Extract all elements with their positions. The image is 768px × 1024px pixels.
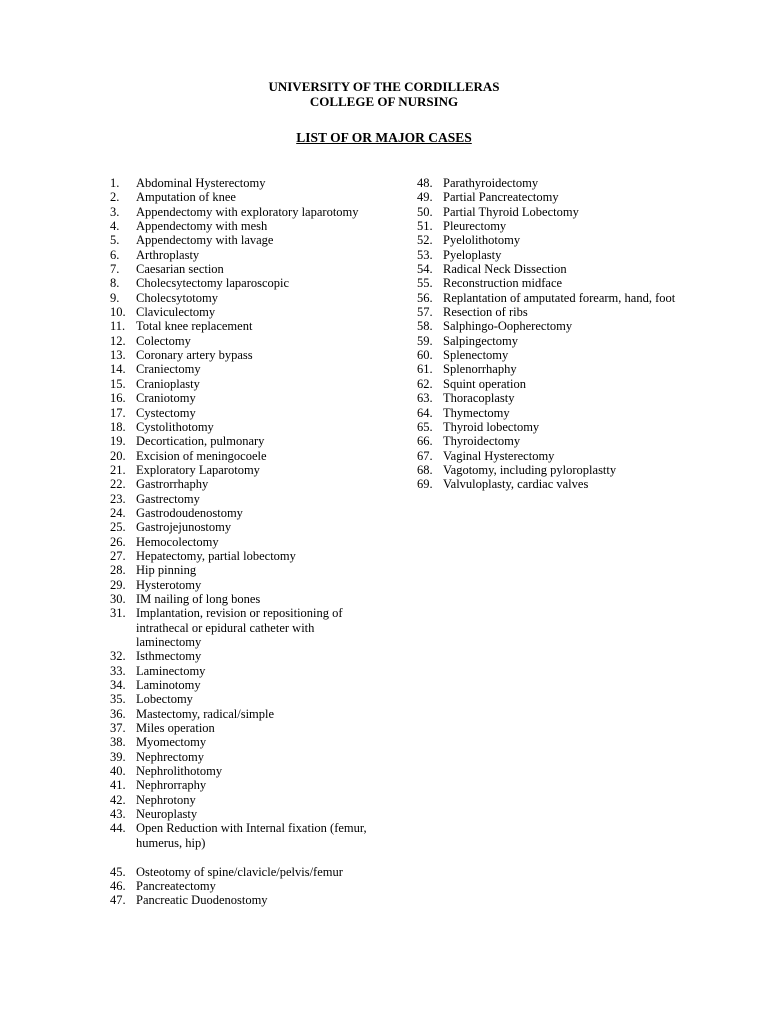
list-item <box>110 262 375 276</box>
item-number: 26. <box>110 534 126 549</box>
item-number: 54. <box>417 262 433 277</box>
item-text: Cholecsytotomy <box>136 290 218 305</box>
list-item <box>417 291 687 305</box>
list-item <box>110 649 375 663</box>
item-text: Appendectomy with mesh <box>136 219 268 234</box>
list-item <box>417 262 687 276</box>
document-title: LIST OF OR MAJOR CASES <box>296 130 472 145</box>
list-item <box>110 692 375 706</box>
item-text: Appendectomy with exploratory laparotomy <box>136 204 359 219</box>
item-number: 37. <box>110 721 126 736</box>
item-text: Valvuloplasty, cardiac valves <box>443 477 589 492</box>
list-item <box>417 348 687 362</box>
list-item <box>417 334 687 348</box>
item-text: Osteotomy of spine/clavicle/pelvis/femur <box>136 864 343 879</box>
item-text: Thyroidectomy <box>443 434 521 449</box>
item-number: 43. <box>110 807 126 822</box>
item-number: 33. <box>110 663 126 678</box>
list-item <box>110 549 375 563</box>
item-number: 32. <box>110 649 126 664</box>
list-item <box>110 219 375 233</box>
list-item <box>417 391 687 405</box>
item-text: Gastrojejunostomy <box>136 520 232 535</box>
list-item <box>110 477 375 491</box>
item-text: Hip pinning <box>136 563 197 578</box>
list-item <box>110 291 375 305</box>
item-number: 64. <box>417 405 433 420</box>
item-number: 14. <box>110 362 126 377</box>
list-item <box>110 420 375 434</box>
item-text: Neuroplasty <box>136 807 198 822</box>
list-item <box>417 463 687 477</box>
item-number: 56. <box>417 290 433 305</box>
item-text: Pancreatectomy <box>136 878 216 893</box>
item-number: 55. <box>417 276 433 291</box>
item-number: 23. <box>110 491 126 506</box>
list-item <box>417 276 687 290</box>
item-text: Squint operation <box>443 376 526 391</box>
list-item <box>110 492 375 506</box>
list-item <box>110 334 375 348</box>
item-text: Partial Thyroid Lobectomy <box>443 204 579 219</box>
item-text: Splenorrhaphy <box>443 362 517 377</box>
list-item <box>110 893 375 907</box>
item-text: Myomectomy <box>136 735 207 750</box>
list-item <box>110 434 375 448</box>
list-item <box>110 463 375 477</box>
item-text: Decortication, pulmonary <box>136 434 265 449</box>
list-item <box>110 276 375 290</box>
item-number: 1. <box>110 176 120 190</box>
college-name: COLLEGE OF NURSING <box>309 93 459 109</box>
item-text: Coronary artery bypass <box>136 348 253 363</box>
list-item <box>417 219 687 233</box>
item-text: Cranioplasty <box>136 376 200 391</box>
item-number: 50. <box>417 204 433 219</box>
list-item <box>417 176 687 190</box>
list-item <box>110 606 375 649</box>
item-number: 51. <box>417 219 433 234</box>
item-number: 40. <box>110 764 126 779</box>
item-text: Craniectomy <box>136 362 201 377</box>
item-text: Excision of meningocoele <box>136 448 267 463</box>
item-number: 2. <box>110 190 120 205</box>
list-item <box>110 764 375 778</box>
item-text: Pleurectomy <box>443 219 507 234</box>
item-number: 58. <box>417 319 433 334</box>
item-number: 10. <box>110 305 126 320</box>
list-item <box>110 305 375 319</box>
item-text: Open Reduction with Internal fixation (femur, humerus, hip) <box>136 821 367 850</box>
item-text: Salphingo-Oopherectomy <box>443 319 573 334</box>
item-text: Nephrolithotomy <box>136 764 223 779</box>
list-item <box>110 391 375 405</box>
item-text: Hysterotomy <box>136 577 202 592</box>
item-number: 49. <box>417 190 433 205</box>
item-text: Splenectomy <box>443 348 509 363</box>
item-number: 31. <box>110 606 126 621</box>
list-item <box>417 205 687 219</box>
university-name: UNIVERSITY OF THE CORDILLERAS <box>268 79 500 94</box>
item-number: 27. <box>110 548 126 563</box>
item-text: Cholecsytectomy laparoscopic <box>136 276 290 291</box>
item-number: 7. <box>110 262 120 277</box>
item-text: Mastectomy, radical/simple <box>136 706 275 721</box>
item-text: Implantation, revision or repositioning of intrathecal or epidural catheter with laminectomy <box>136 606 343 649</box>
list-item <box>417 420 687 434</box>
item-number: 28. <box>110 563 126 578</box>
item-text: Exploratory Laparotomy <box>136 462 260 477</box>
item-text: Amputation of knee <box>136 190 236 205</box>
list-item <box>110 449 375 463</box>
item-text: Parathyroidectomy <box>443 176 539 190</box>
item-number: 59. <box>417 333 433 348</box>
item-text: Pancreatic Duodenostomy <box>136 893 268 908</box>
item-text: Nephrotony <box>136 792 196 807</box>
list-item <box>110 377 375 391</box>
list-item <box>110 735 375 749</box>
item-number: 6. <box>110 247 120 262</box>
item-number: 67. <box>417 448 433 463</box>
item-number: 17. <box>110 405 126 420</box>
list-item <box>110 721 375 735</box>
item-number: 57. <box>417 305 433 320</box>
item-text: Thoracoplasty <box>443 391 515 406</box>
item-text: Replantation of amputated forearm, hand, foot <box>443 290 676 305</box>
list-item <box>110 664 375 678</box>
item-number: 34. <box>110 678 126 693</box>
item-text: Vaginal Hysterectomy <box>443 448 555 463</box>
item-number: 4. <box>110 219 120 234</box>
list-item <box>110 176 375 190</box>
item-text: Appendectomy with lavage <box>136 233 274 248</box>
list-item <box>417 233 687 247</box>
item-number: 44. <box>110 821 126 836</box>
item-number: 63. <box>417 391 433 406</box>
item-number: 41. <box>110 778 126 793</box>
item-text: Hemocolectomy <box>136 534 219 549</box>
list-item <box>417 477 687 491</box>
item-number: 48. <box>417 176 433 190</box>
list-item <box>417 406 687 420</box>
item-number: 18. <box>110 419 126 434</box>
item-text: Thymectomy <box>443 405 510 420</box>
item-number: 38. <box>110 735 126 750</box>
item-number: 69. <box>417 477 433 492</box>
item-text: Radical Neck Dissection <box>443 262 567 277</box>
item-number: 68. <box>417 462 433 477</box>
item-number: 25. <box>110 520 126 535</box>
item-number: 61. <box>417 362 433 377</box>
item-text: Abdominal Hysterectomy <box>136 176 266 190</box>
list-item <box>417 377 687 391</box>
list-item <box>110 520 375 534</box>
item-number: 8. <box>110 276 120 291</box>
item-text: Claviculectomy <box>136 305 216 320</box>
list-item <box>110 592 375 606</box>
item-number: 24. <box>110 505 126 520</box>
list-item <box>110 778 375 792</box>
left-case-list <box>110 176 375 908</box>
item-number: 20. <box>110 448 126 463</box>
item-number: 35. <box>110 692 126 707</box>
item-text: Nephrorraphy <box>136 778 207 793</box>
item-text: Cystectomy <box>136 405 196 420</box>
list-item <box>110 205 375 219</box>
item-text: Laminotomy <box>136 678 201 693</box>
document-header <box>0 80 768 109</box>
item-text: Vagotomy, including pyloroplastty <box>443 462 617 477</box>
item-number: 47. <box>110 893 126 908</box>
list-item <box>110 233 375 247</box>
list-item <box>110 707 375 721</box>
list-item <box>417 190 687 204</box>
item-text: Reconstruction midface <box>443 276 563 291</box>
list-item <box>110 348 375 362</box>
item-text: Arthroplasty <box>136 247 200 262</box>
list-item <box>110 190 375 204</box>
list-item <box>110 535 375 549</box>
item-number: 9. <box>110 290 120 305</box>
item-text: Isthmectomy <box>136 649 202 664</box>
item-text: Pyelolithotomy <box>443 233 521 248</box>
item-number: 19. <box>110 434 126 449</box>
item-text: Partial Pancreatectomy <box>443 190 559 205</box>
item-number: 13. <box>110 348 126 363</box>
list-item <box>110 865 375 879</box>
item-text: Nephrectomy <box>136 749 205 764</box>
list-item <box>417 248 687 262</box>
item-text: Miles operation <box>136 721 215 736</box>
item-number: 66. <box>417 434 433 449</box>
list-item <box>110 793 375 807</box>
list-item <box>417 362 687 376</box>
item-number: 60. <box>417 348 433 363</box>
item-number: 62. <box>417 376 433 391</box>
list-item <box>110 319 375 333</box>
item-number: 21. <box>110 462 126 477</box>
item-text: Pyeloplasty <box>443 247 502 262</box>
item-text: Laminectomy <box>136 663 206 678</box>
item-number: 39. <box>110 749 126 764</box>
item-text: Caesarian section <box>136 262 224 277</box>
list-item <box>110 578 375 592</box>
item-number: 22. <box>110 477 126 492</box>
item-text: Cystolithotomy <box>136 419 214 434</box>
item-text: Thyroid lobectomy <box>443 419 540 434</box>
list-item <box>110 750 375 764</box>
item-text: Colectomy <box>136 333 191 348</box>
right-case-list <box>417 176 687 492</box>
item-text: IM nailing of long bones <box>136 591 261 606</box>
list-item <box>110 248 375 262</box>
item-number: 5. <box>110 233 120 248</box>
item-text: Gastrodoudenostomy <box>136 505 243 520</box>
item-text: Gastrorrhaphy <box>136 477 209 492</box>
item-number: 11. <box>110 319 126 334</box>
item-number: 15. <box>110 376 126 391</box>
list-item <box>110 807 375 821</box>
item-text: Craniotomy <box>136 391 196 406</box>
list-item <box>110 879 375 893</box>
list-item <box>417 319 687 333</box>
item-number: 30. <box>110 591 126 606</box>
item-number: 45. <box>110 864 126 879</box>
item-number: 29. <box>110 577 126 592</box>
item-text: Total knee replacement <box>136 319 253 334</box>
item-number: 53. <box>417 247 433 262</box>
item-number: 42. <box>110 792 126 807</box>
list-item <box>110 678 375 692</box>
list-item <box>417 449 687 463</box>
item-text: Resection of ribs <box>443 305 528 320</box>
list-item <box>417 434 687 448</box>
item-text: Lobectomy <box>136 692 193 707</box>
item-number: 16. <box>110 391 126 406</box>
list-item <box>110 406 375 420</box>
item-number: 46. <box>110 878 126 893</box>
item-text: Gastrectomy <box>136 491 200 506</box>
list-item <box>110 563 375 577</box>
list-item <box>110 821 375 850</box>
list-item <box>110 362 375 376</box>
list-item <box>110 506 375 520</box>
list-item <box>417 305 687 319</box>
item-number: 3. <box>110 204 120 219</box>
item-number: 65. <box>417 419 433 434</box>
item-number: 36. <box>110 706 126 721</box>
item-text: Salpingectomy <box>443 333 518 348</box>
item-number: 52. <box>417 233 433 248</box>
item-number: 12. <box>110 333 126 348</box>
item-text: Hepatectomy, partial lobectomy <box>136 548 296 563</box>
